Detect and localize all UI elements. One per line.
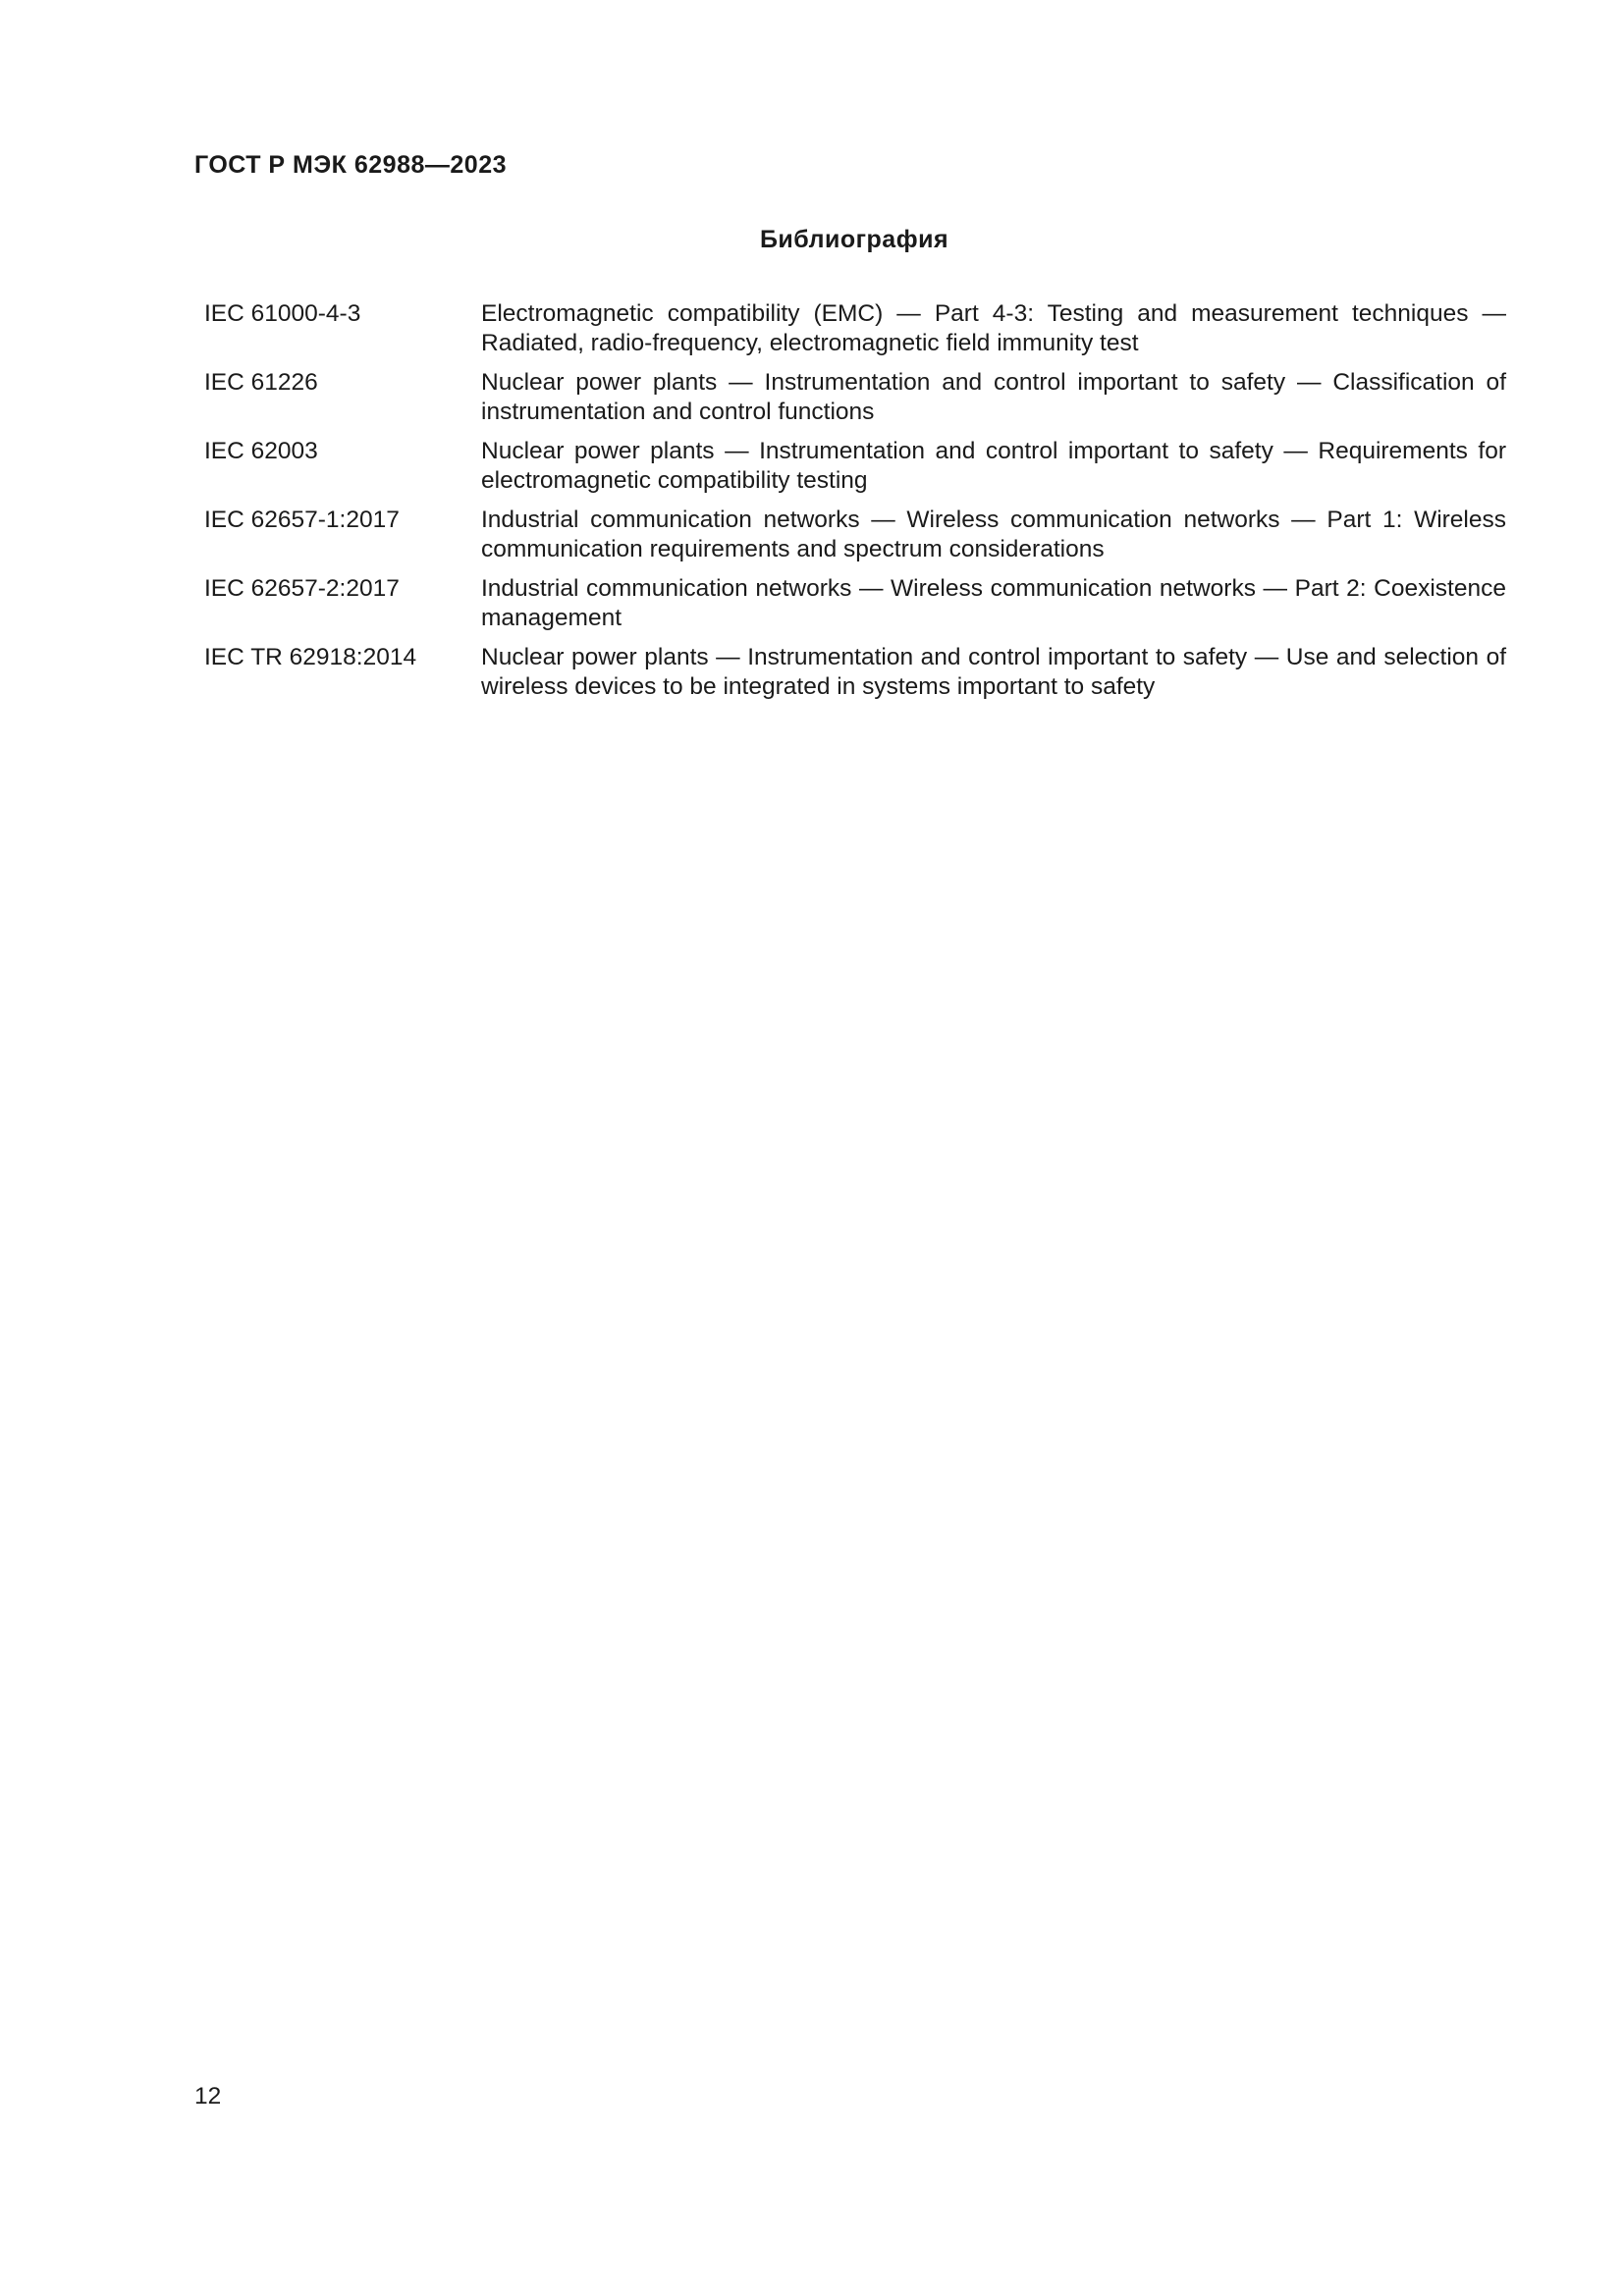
bibliography-entry <box>204 643 1506 702</box>
bibliography-entry <box>204 368 1506 427</box>
bibliography-code: IEC 61226 <box>204 369 318 396</box>
bibliography-code: IEC 62657-1:2017 <box>204 507 400 533</box>
section-title: Библиография <box>759 226 949 253</box>
page-number: 12 <box>194 2083 222 2109</box>
bibliography-entry <box>204 574 1506 633</box>
document-header: ГОСТ Р МЭК 62988—2023 <box>194 151 508 179</box>
bibliography-title: Nuclear power plants — Instrumentation and control important to safety — Classification of instrumentation and control functions <box>481 369 1506 425</box>
bibliography-title: Electromagnetic compatibility (EMC) — Part 4-3: Testing and measurement techniques — Radiated, radio-frequency, electromagnetic field immunity test <box>481 300 1506 356</box>
bibliography-code: IEC TR 62918:2014 <box>204 644 417 670</box>
bibliography-list <box>204 299 1506 712</box>
bibliography-code: IEC 62657-2:2017 <box>204 575 400 602</box>
bibliography-title: Industrial communication networks — Wireless communication networks — Part 1: Wireless communication requirements and spectrum considerations <box>481 507 1506 562</box>
bibliography-entry <box>204 506 1506 564</box>
bibliography-entry <box>204 437 1506 496</box>
bibliography-entry <box>204 299 1506 358</box>
bibliography-code: IEC 61000-4-3 <box>204 300 361 327</box>
bibliography-title: Nuclear power plants — Instrumentation and control important to safety — Requirements for electromagnetic compatibility testing <box>481 438 1506 494</box>
bibliography-title: Industrial communication networks — Wireless communication networks — Part 2: Coexistence management <box>481 575 1506 631</box>
bibliography-title: Nuclear power plants — Instrumentation and control important to safety — Use and selection of wireless devices to be integrated in systems important to safety <box>481 644 1506 700</box>
bibliography-code: IEC 62003 <box>204 438 318 464</box>
